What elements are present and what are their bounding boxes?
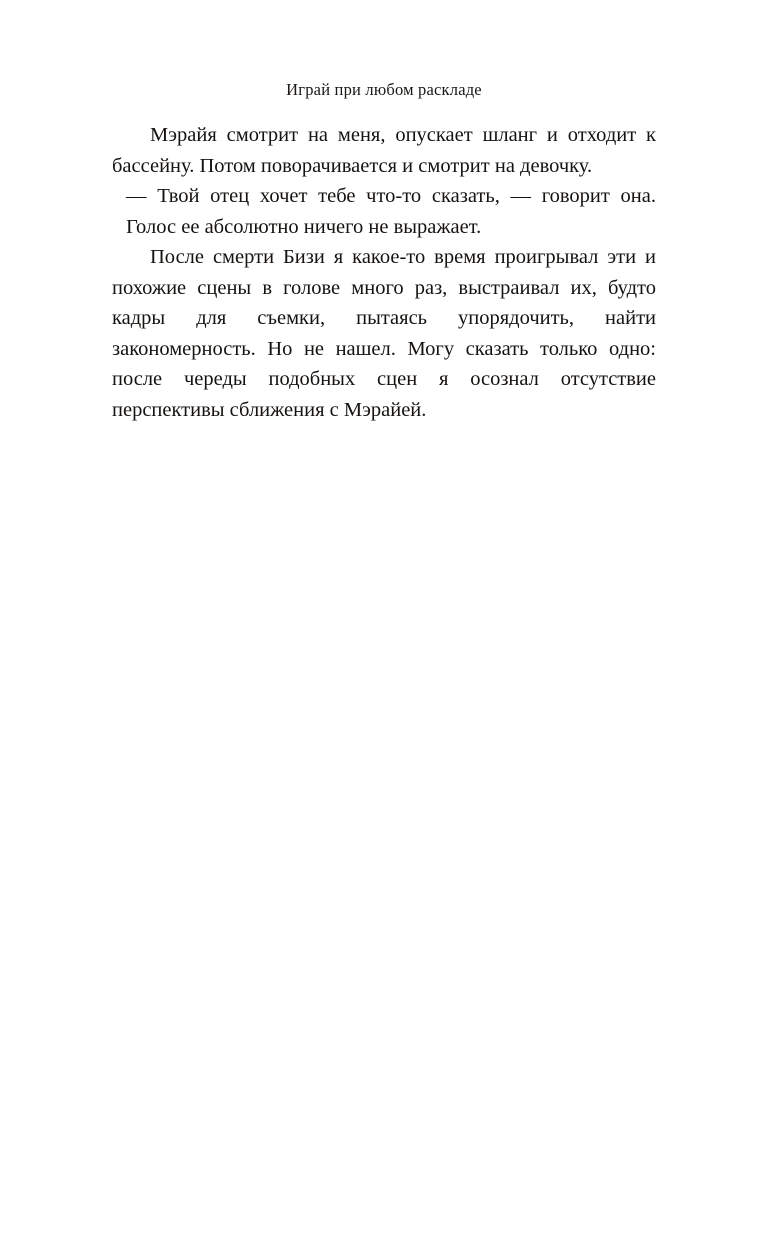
running-head: Играй при любом раскладе [286, 80, 482, 99]
paragraph: После смерти Бизи я какое-то время проигрывал эти и похожие сцены в голове много раз, выстраивал их, будто кадры для съемки, пытаясь упорядочить, найти закономерность. Но не нашел. Могу сказать только одно: после череды подобных сцен я осознал отсутствие перспективы сближения с Мэрайей. [112, 246, 656, 421]
body-text [112, 120, 656, 425]
paragraph-dialogue: — Твой отец хочет тебе что-то сказать, — говорит она. Голос ее абсолютно ничего не выражает. [126, 185, 656, 238]
paragraph: Мэрайя смотрит на меня, опускает шланг и отходит к бассейну. Потом поворачивается и смотрит на девочку. [112, 124, 656, 177]
